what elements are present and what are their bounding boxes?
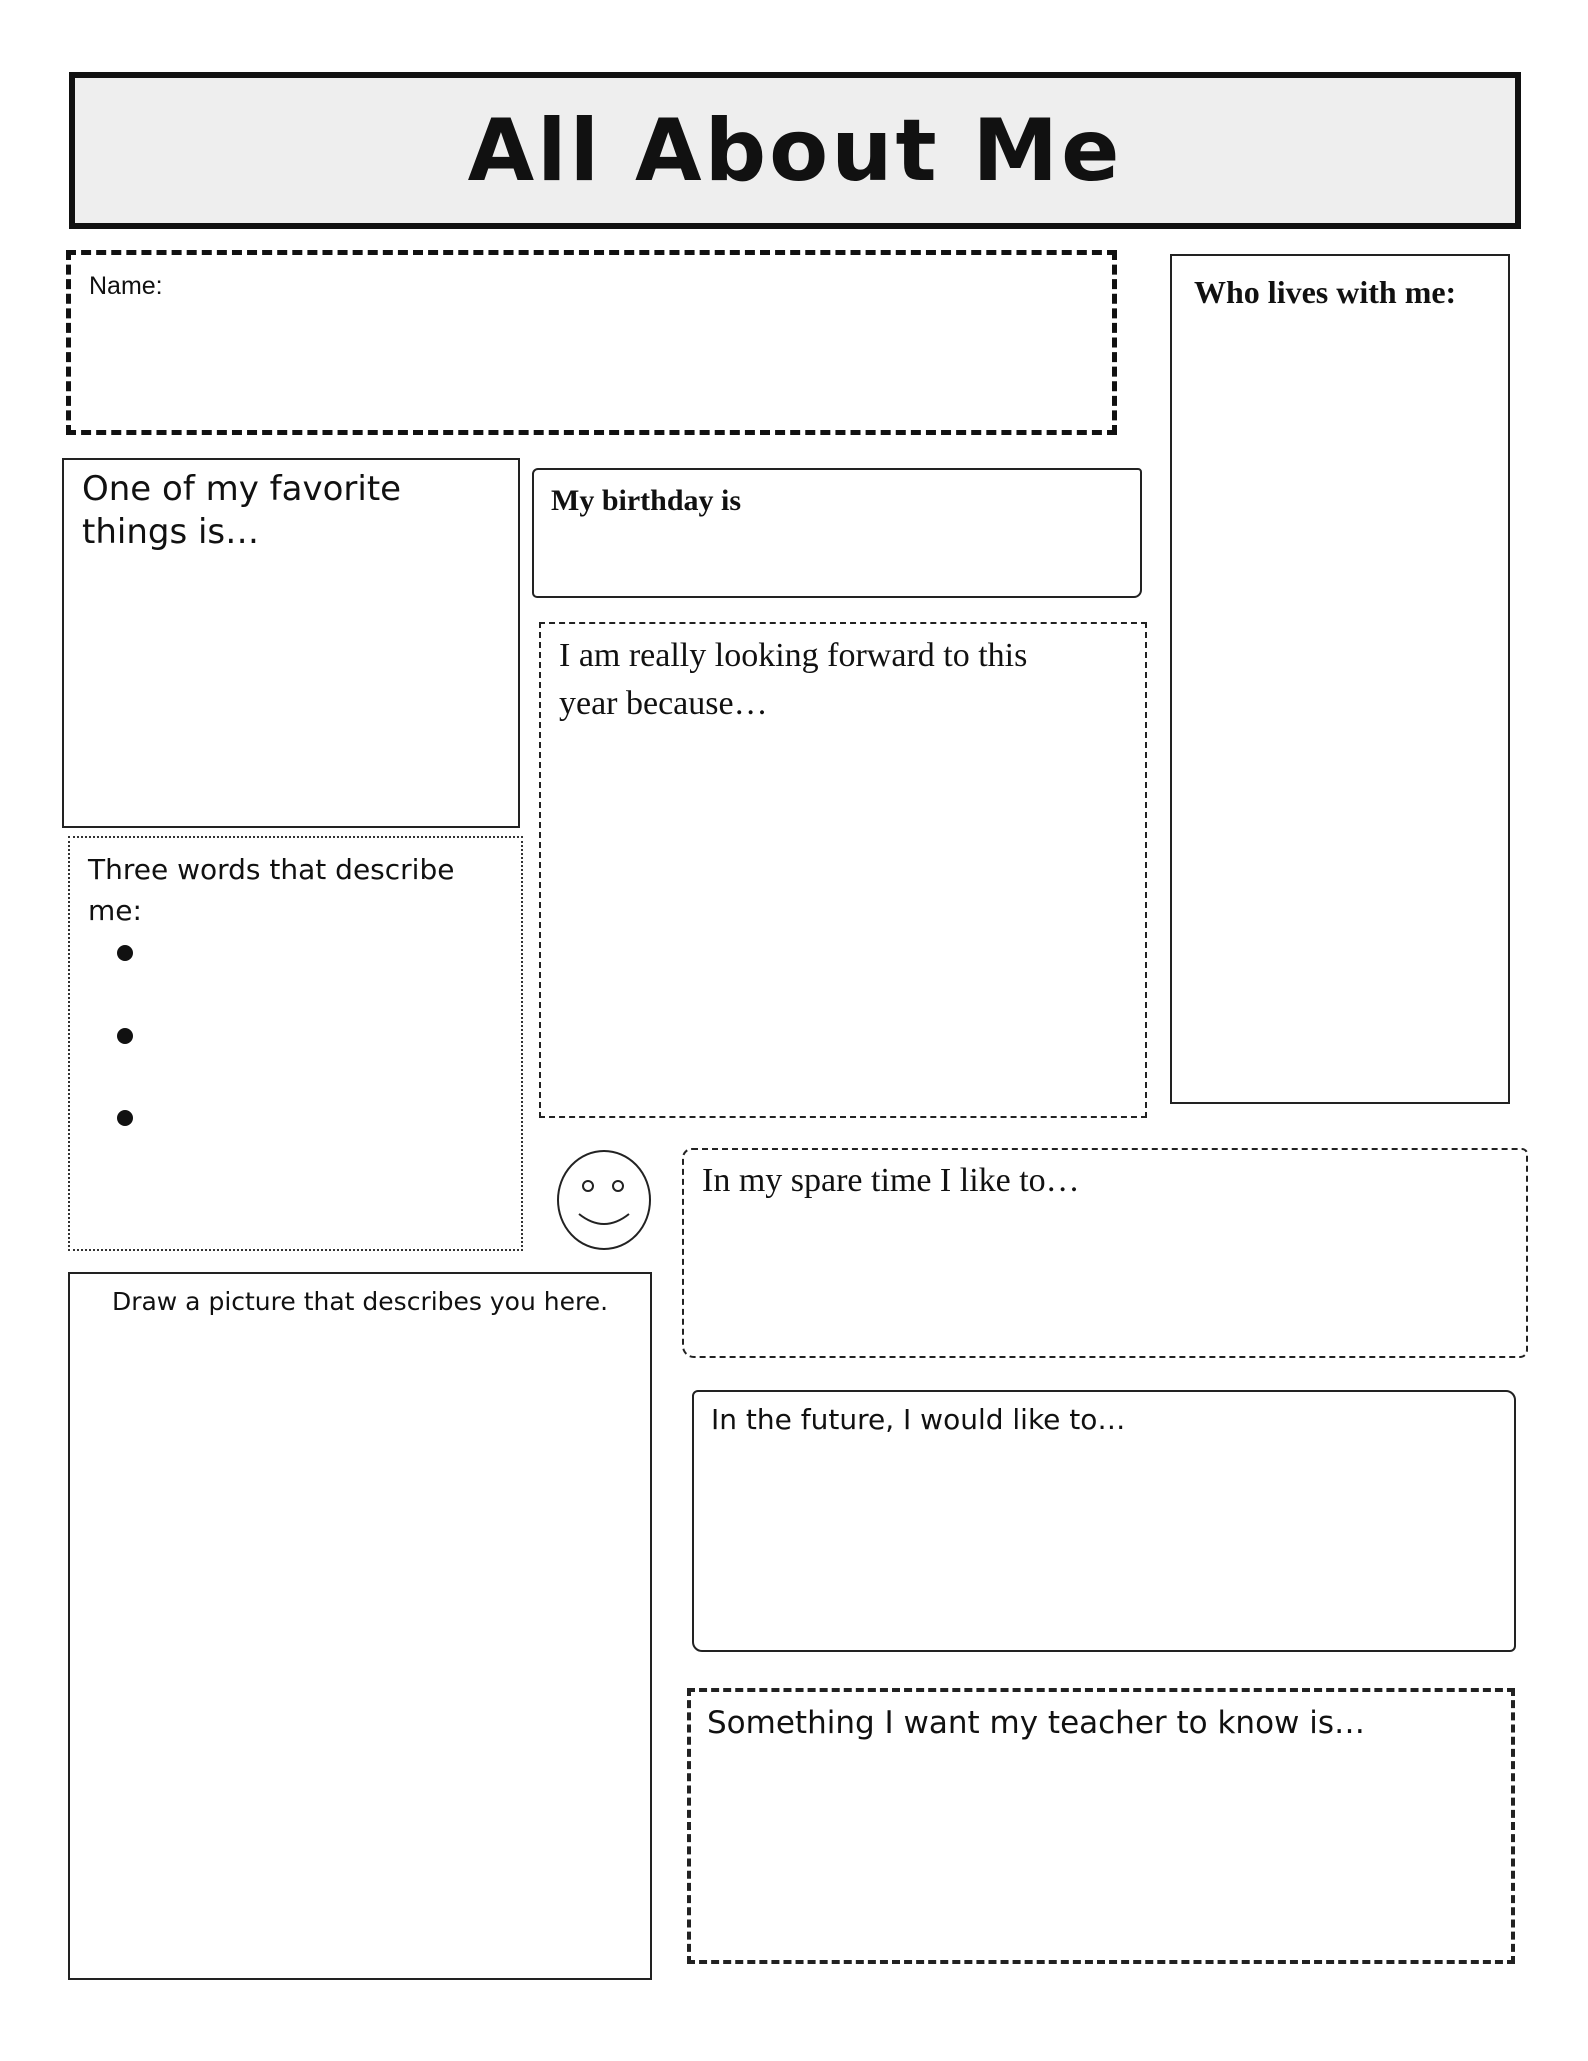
title-banner (69, 72, 1521, 229)
bullet-point-3 (117, 1110, 133, 1126)
three-words-label: Three words that describe me: (88, 853, 455, 927)
favorite-thing-field[interactable] (62, 458, 520, 828)
favorite-label: One of my favorite things is… (82, 469, 402, 552)
name-label: Name: (89, 272, 163, 300)
teacher-note-field[interactable] (687, 1688, 1515, 1964)
looking-forward-field[interactable] (539, 622, 1147, 1118)
three-words-field[interactable] (68, 836, 523, 1251)
who-lives-label: Who lives with me: (1194, 274, 1457, 310)
name-field[interactable] (66, 250, 1117, 435)
looking-forward-label: I am really looking forward to this year because… (559, 637, 1028, 723)
draw-picture-label: Draw a picture that describes you here. (111, 1287, 609, 1316)
who-lives-with-me-field[interactable] (1170, 254, 1510, 1104)
draw-picture-area[interactable] (68, 1272, 652, 1980)
future-label: In the future, I would like to… (711, 1403, 1126, 1436)
bullet-point-1 (117, 945, 133, 961)
teacher-label: Something I want my teacher to know is… (707, 1705, 1366, 1741)
spare-time-label: In my spare time I like to… (702, 1162, 1080, 1199)
bullet-point-2 (117, 1028, 133, 1044)
birthday-label: My birthday is (551, 484, 742, 517)
spare-time-field[interactable] (682, 1148, 1528, 1358)
smiley-face-icon (555, 1148, 653, 1252)
birthday-field[interactable] (532, 468, 1142, 598)
page-title: All About Me (467, 100, 1123, 201)
future-field[interactable] (692, 1390, 1516, 1652)
